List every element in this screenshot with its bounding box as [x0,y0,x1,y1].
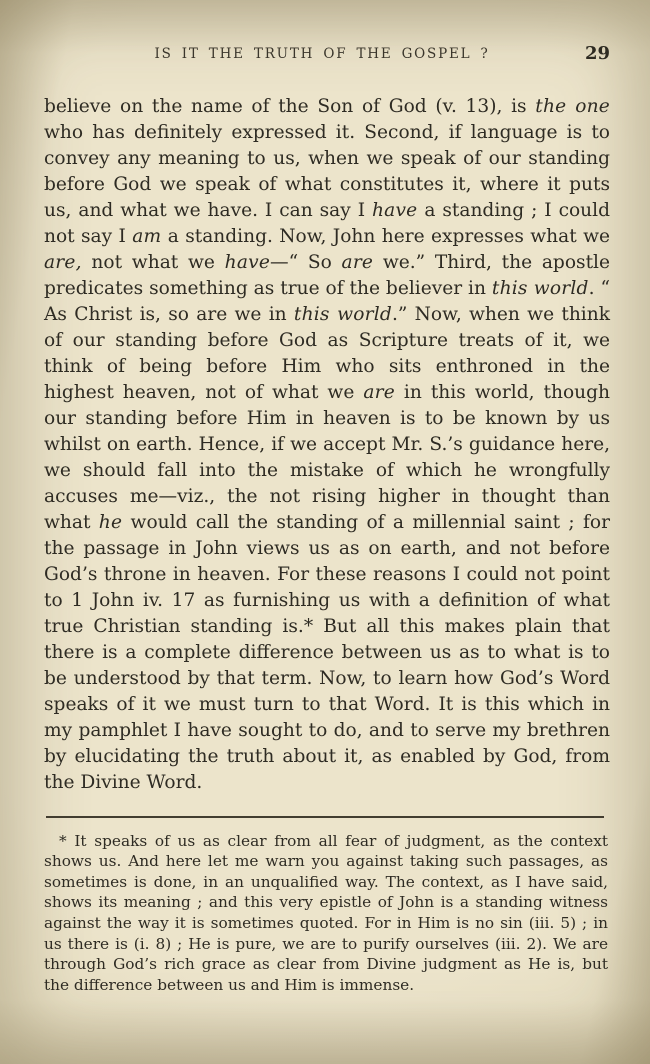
running-header [44,43,610,70]
main-text-paragraph: believe on the name of the Son of God (v. 13), is the one who has definitely expressed it. Second, if language is to convey any meaning to us, when we speak of our standing before God we speak of what constitutes it, where it puts us, and what we have. I can say I have a standing ; I could not say I am a standing. Now, John here expresses what we are, not what we have—“ So are we.” Third, the apostle predicates something as true of the believer in this world. “ As Christ is, so are we in this world.” Now, when we think of our standing before God as Scripture treats of it, we think of being before Him who sits enthroned in the highest heaven, not of what we are in this world, though our standing before Him in heaven is to be known by us whilst on earth. Hence, if we accept Mr. S.’s guidance here, we should fall into the mistake of which he wrongfully accuses me—viz., the not rising higher in thought than what he would call the standing of a millennial saint ; for the passage in John views us as on earth, and not before God’s throne in heaven. For these reasons I could not point to 1 John iv. 17 as furnishing us with a definition of what true Christian standing is.* But all this makes plain that there is a complete difference between us as to what is to be understood by that term. Now, to learn how God’s Word speaks of it we must turn to that Word. It is this which in my pamphlet I have sought to do, and to serve my brethren by elucidating the truth about it, as enabled by God, from the Divine Word. [44,96,611,793]
page-header-title: IS IT THE TRUTH OF THE GOSPEL ? [154,46,490,62]
footnote-text: * It speaks of us as clear from all fear of judgment, as the context shows us. And here let me warn you against taking such passages, as sometimes is done, in an unqualified way. The context, as I have said, shows its meaning ; and this very epistle of John is a standing witness against the way it is sometimes quoted. For in Him is no sin (iii. 5) ; in us there is (i. 8) ; He is pure, we are to purify ourselves (iii. 2). We are through God’s rich grace as clear from Divine judgment as He is, but the difference between us and Him is immense. [44,831,608,994]
footnote-divider [46,816,604,818]
page-number: 29 [584,43,610,64]
